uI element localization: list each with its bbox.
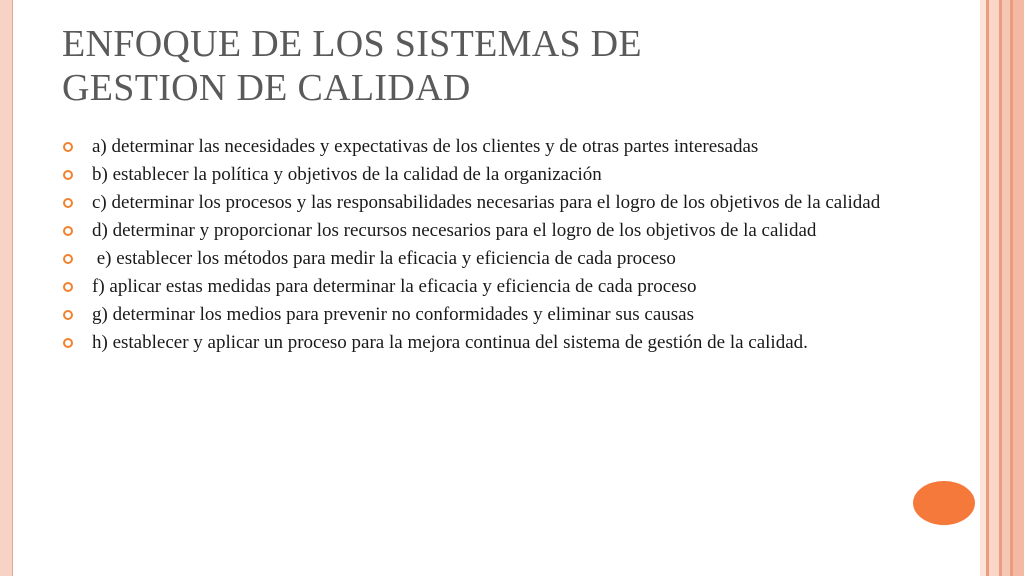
bullet-icon <box>63 310 73 320</box>
left-decorative-line <box>12 0 13 576</box>
slide-title-line-1: ENFOQUE DE LOS SISTEMAS DE <box>62 23 642 65</box>
left-decorative-bar <box>0 0 12 576</box>
list-item <box>62 220 902 241</box>
list-item-text: b) establecer la política y objetivos de la calidad de la organización <box>92 164 602 185</box>
bullet-list <box>62 136 902 360</box>
bullet-icon <box>63 226 73 236</box>
list-item <box>62 332 902 353</box>
list-item-text: f) aplicar estas medidas para determinar la eficacia y eficiencia de cada proceso <box>92 276 697 297</box>
list-item-text: a) determinar las necesidades y expectativas de los clientes y de otras partes interesadas <box>92 136 759 157</box>
right-stripe <box>1013 0 1024 576</box>
list-item <box>62 248 902 269</box>
list-item-text: d) determinar y proporcionar los recursos necesarios para el logro de los objetivos de la calidad <box>92 220 817 241</box>
list-item-text: g) determinar los medios para prevenir no conformidades y eliminar sus causas <box>92 304 695 325</box>
slide-title-line-2: GESTION DE CALIDAD <box>62 67 471 109</box>
bullet-icon <box>63 254 73 264</box>
list-item <box>62 136 902 157</box>
list-item <box>62 276 902 297</box>
bullet-icon <box>63 338 73 348</box>
right-stripe <box>1002 0 1010 576</box>
bullet-icon <box>63 170 73 180</box>
list-item <box>62 164 902 185</box>
decorative-orange-circle <box>913 481 975 525</box>
bullet-icon <box>63 142 73 152</box>
bullet-icon <box>63 282 73 292</box>
slide-title <box>62 22 942 110</box>
right-stripe <box>989 0 999 576</box>
right-decorative-stripes <box>980 0 1024 576</box>
list-item-text: h) establecer y aplicar un proceso para la mejora continua del sistema de gestión de la calidad. <box>92 332 808 353</box>
list-item <box>62 304 902 325</box>
list-item-text: c) determinar los procesos y las responsabilidades necesarias para el logro de los objetivos de la calidad <box>92 192 881 213</box>
list-item <box>62 192 902 213</box>
list-item-text: e) establecer los métodos para medir la eficacia y eficiencia de cada proceso <box>92 248 676 269</box>
bullet-icon <box>63 198 73 208</box>
